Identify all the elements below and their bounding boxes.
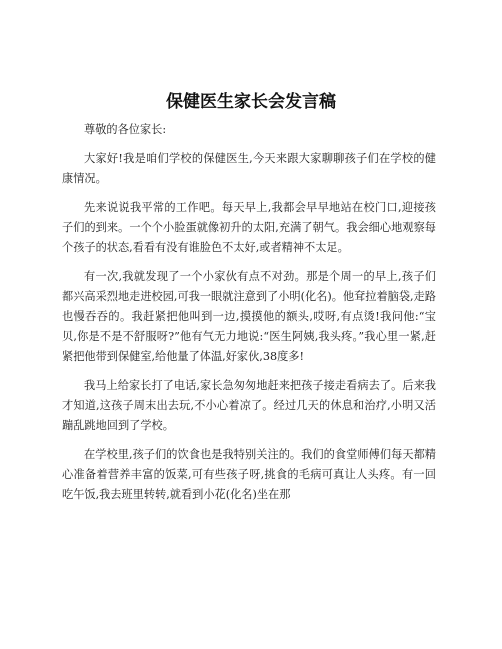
paragraph-2: 先来说说我平常的工作吧。每天早上,我都会早早地站在校门口,迎接孩子们的到来。一个个小脸蛋就像初升的太阳,充满了朝气。我会细心地观察每个孩子的状态,看看有没有谁脸色不太好,或者精神不太足。 bbox=[62, 201, 436, 254]
document-title: 保健医生家长会发言稿 bbox=[166, 92, 336, 112]
paragraph-5: 在学校里,孩子们的饮食也是我特别关注的。我们的食堂师傅们每天都精心准备着营养丰富的饭菜,可有些孩子呀,挑食的毛病可真让人头疼。有一回吃午饭,我去班里转转,就看到小花(化名)坐在那 bbox=[62, 448, 436, 501]
paragraph-4: 我马上给家长打了电话,家长急匆匆地赶来把孩子接走看病去了。后来我才知道,这孩子周末出去玩,不小心着凉了。经过几天的休息和治疗,小明又活蹦乱跳地回到了学校。 bbox=[62, 379, 436, 432]
paragraph-3: 有一次,我就发现了一个小家伙有点不对劲。那是个周一的早上,孩子们都兴高采烈地走进校园,可我一眼就注意到了小明(化名)。他耷拉着脑袋,走路也慢吞吞的。我赶紧把他叫到一边,摸摸他的额头,哎呀,有点烫!我问他:“宝贝,你是不是不舒服呀?”他有气无力地说:“医生阿姨,我头疼。”我心里一紧,赶紧把他带到保健室,给他量了体温,好家伙,38度多! bbox=[62, 270, 436, 363]
greeting-line: 尊敬的各位家长: bbox=[84, 123, 167, 136]
paragraph-1: 大家好!我是咱们学校的保健医生,今天来跟大家聊聊孩子们在学校的健康情况。 bbox=[62, 152, 436, 185]
document-body bbox=[62, 120, 436, 514]
